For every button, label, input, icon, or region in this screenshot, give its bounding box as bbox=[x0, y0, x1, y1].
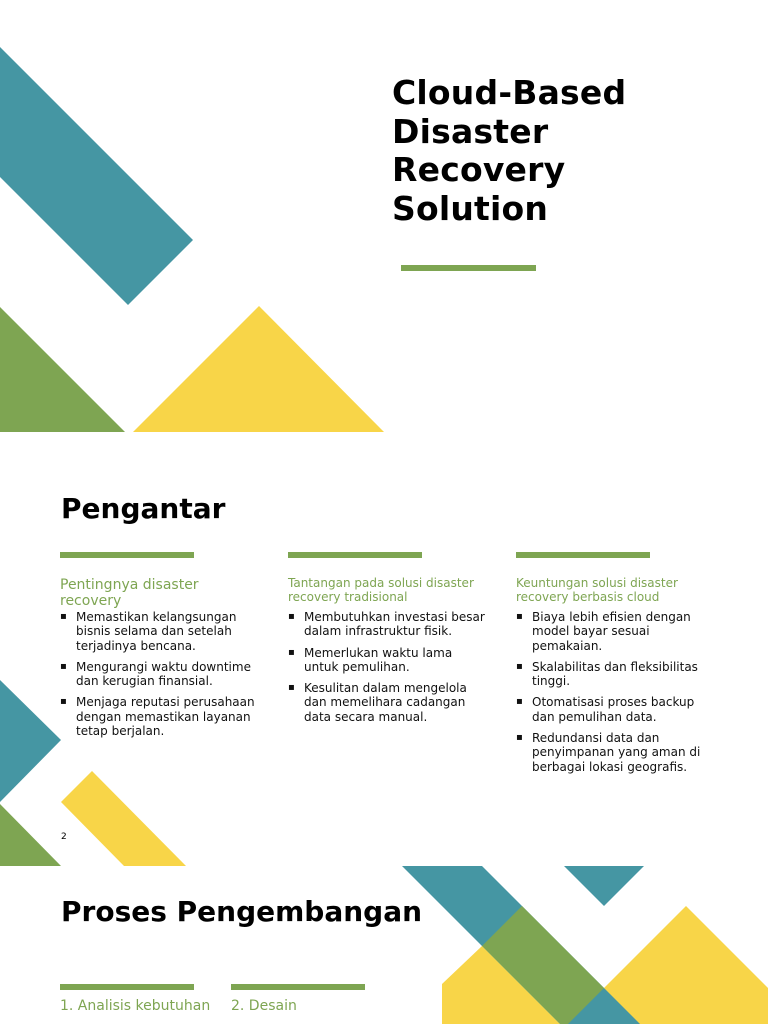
column-1-heading: Pentingnya disaster recovery bbox=[60, 577, 199, 610]
bullet-marker: ▪ bbox=[516, 611, 523, 622]
bullet-marker: ▪ bbox=[516, 660, 523, 672]
slide-title bbox=[0, 0, 768, 432]
list-item bbox=[288, 610, 488, 639]
bullet-text: Memastikan kelangsungan bisnis selama dan setelah terjadinya bencana. bbox=[76, 610, 237, 653]
yellow-diamond bbox=[604, 906, 768, 1024]
list-item bbox=[60, 660, 260, 689]
yellow-diagonal-band bbox=[61, 771, 186, 866]
slide-proses-pengembangan bbox=[0, 866, 768, 1024]
column-3-accent-bar bbox=[516, 552, 650, 558]
list-item bbox=[516, 610, 716, 653]
step-2-accent-bar bbox=[231, 984, 365, 990]
bullet-marker: ▪ bbox=[288, 646, 295, 658]
step-1-label: 1. Analisis kebutuhan bbox=[60, 998, 211, 1014]
step-1-accent-bar bbox=[60, 984, 194, 990]
title-accent-bar bbox=[401, 265, 536, 271]
step-2-label: 2. Desain bbox=[231, 998, 297, 1014]
bullet-text: Kesulitan dalam mengelola dan memelihara cadangan data secara manual. bbox=[304, 681, 467, 724]
column-2-list bbox=[288, 610, 488, 731]
list-item bbox=[516, 660, 716, 689]
bullet-text: Membutuhkan investasi besar dalam infrastruktur fisik. bbox=[304, 610, 485, 639]
bullet-text: Otomatisasi proses backup dan pemulihan data. bbox=[532, 695, 695, 724]
slide-pengantar bbox=[0, 432, 768, 866]
list-item bbox=[288, 681, 488, 724]
teal-diagonal-band bbox=[0, 47, 193, 305]
column-2-heading: Tantangan pada solusi disaster recovery tradisional bbox=[288, 576, 474, 604]
list-item bbox=[516, 731, 716, 774]
bullet-text: Redundansi data dan penyimpanan yang aman di berbagai lokasi geografis. bbox=[532, 731, 701, 774]
bullet-marker: ▪ bbox=[516, 732, 523, 744]
bullet-marker: ▪ bbox=[288, 611, 295, 622]
column-1-accent-bar bbox=[60, 552, 194, 558]
green-triangle bbox=[0, 307, 125, 432]
yellow-triangle bbox=[133, 306, 384, 432]
bullet-text: Memerlukan waktu lama untuk pemulihan. bbox=[304, 645, 453, 674]
bullet-marker: ▪ bbox=[60, 611, 67, 622]
section-heading-proses: Proses Pengembangan bbox=[61, 895, 423, 928]
list-item bbox=[288, 646, 488, 675]
teal-small-triangle bbox=[564, 866, 644, 906]
bullet-text: Biaya lebih efisien dengan model bayar sesuai pemakaian. bbox=[532, 610, 691, 653]
page-number: 2 bbox=[61, 832, 67, 842]
bullet-marker: ▪ bbox=[60, 696, 67, 708]
bullet-marker: ▪ bbox=[516, 696, 523, 708]
bullet-text: Skalabilitas dan fleksibilitas tinggi. bbox=[532, 659, 698, 689]
column-3-heading: Keuntungan solusi disaster recovery berbasis cloud bbox=[516, 576, 678, 604]
bullet-marker: ▪ bbox=[288, 682, 295, 694]
bullet-text: Menjaga reputasi perusahaan dengan memastikan layanan tetap berjalan. bbox=[76, 695, 255, 739]
section-heading-pengantar: Pengantar bbox=[61, 492, 226, 525]
teal-diamond-shape bbox=[0, 680, 61, 802]
bullet-text: Mengurangi waktu downtime dan kerugian finansial. bbox=[76, 659, 251, 689]
list-item bbox=[60, 695, 260, 738]
presentation-title: Cloud-Based Disaster Recovery Solution bbox=[392, 73, 627, 228]
green-corner-triangle bbox=[0, 804, 61, 866]
column-1-list bbox=[60, 610, 260, 745]
list-item bbox=[60, 610, 260, 653]
bullet-marker: ▪ bbox=[60, 660, 67, 672]
column-2-accent-bar bbox=[288, 552, 422, 558]
list-item bbox=[516, 695, 716, 724]
column-3-list bbox=[516, 610, 716, 781]
